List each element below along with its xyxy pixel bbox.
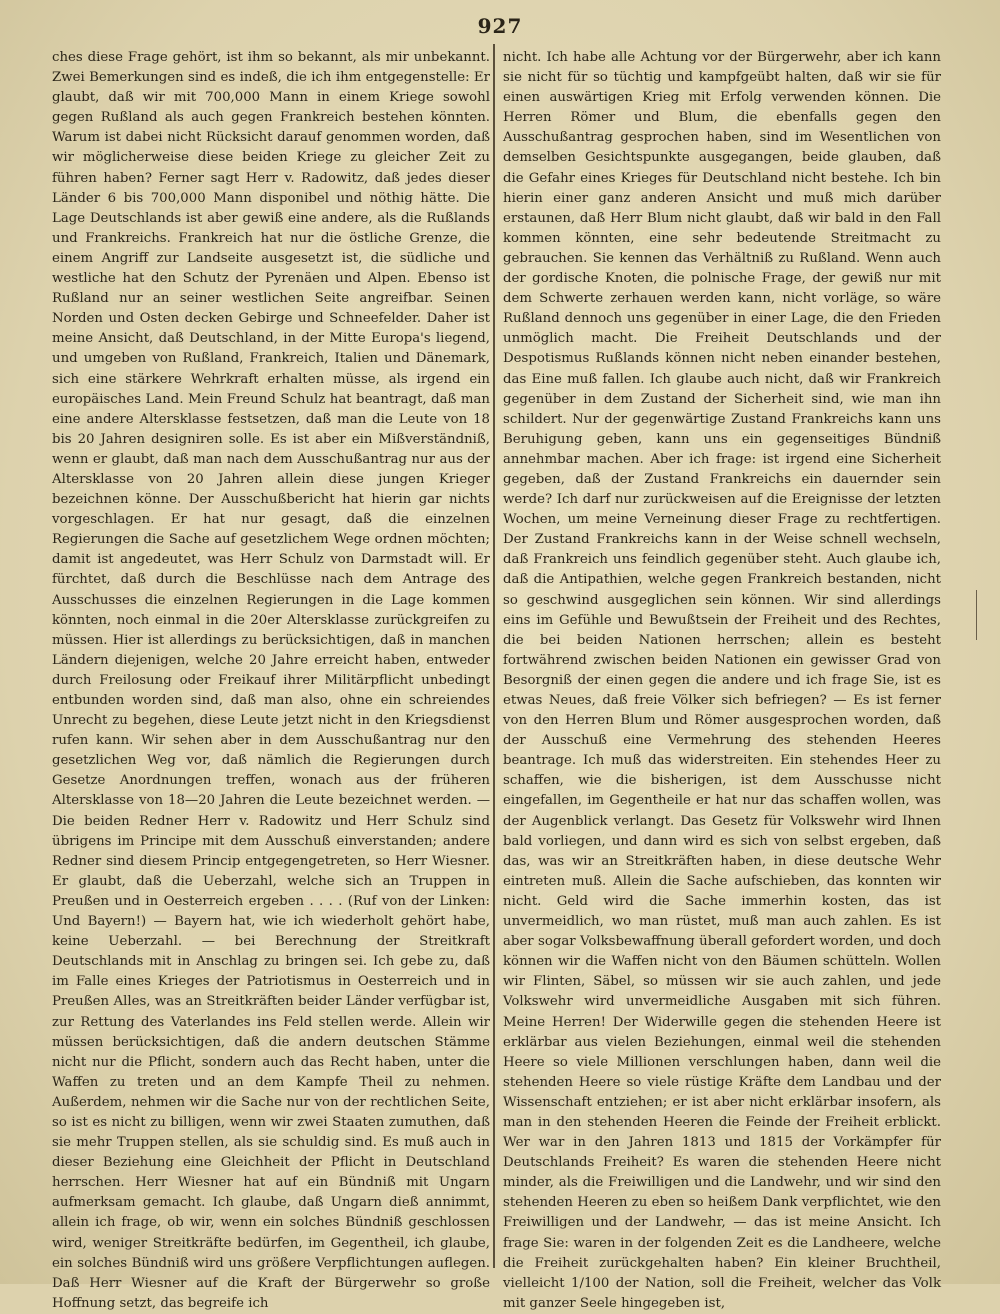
margin-mark — [976, 590, 977, 640]
right-column-text: nicht. Ich habe alle Achtung vor der Bürgerwehr, aber ich kann sie nicht für so tüchtig und kampfgeübt halten, daß wir sie für einen auswärtigen Krieg mit Erfolg verwenden können. Die Herren Römer und Blum, die ebenfalls gegen den Ausschußantrag gesprochen haben, sind im Wesentlichen von demselben Gesichtspunkte ausgegangen, beide glauben, daß die Gefahr eines Krieges für Deutschland nicht bestehe. Ich bin hierin einer ganz anderen Ansicht und muß mich darüber erstaunen, daß Herr Blum nicht glaubt, daß wir bald in den Fall kommen könnten, eine sehr bedeutende Streitmacht zu gebrauchen. Sie kennen das Verhältniß zu Rußland. Wenn auch der gordische Knoten, die polnische Frage, der gewiß nur mit dem Schwerte zerhauen werden kann, nicht vorläge, so wäre Rußland dennoch uns gegenüber in einer Lage, die den Frieden unmöglich macht. Die Freiheit Deutschlands und der Despotismus Rußlands können nicht neben einander bestehen, das Eine muß fallen. Ich glaube auch nicht, daß wir Frankreich gegenüber in dem Zustand der Sicherheit sind, wie man ihn schildert. Nur der gegenwärtige Zustand Frankreichs kann uns Beruhigung geben, kann uns ein gegenseitiges Bündniß annehmbar machen. Aber ich frage: ist irgend eine Sicherheit gegeben, daß der Zustand Frankreichs ein dauernder sein werde? Ich darf nur zurückweisen auf die Ereignisse der letzten Wochen, um meine Verneinung dieser Frage zu rechtfertigen. Der Zustand Frankreichs kann in der Weise schnell wechseln, daß Frankreich uns feindlich gegenüber steht. Auch glaube ich, daß die Antipathien, welche gegen Frankreich bestanden, nicht so geschwind ausgeglichen sein können. Wir sind allerdings eins im Gefühle und Bewußtsein der Freiheit und des Rechtes, die bei beiden Nationen herrschen; allein es besteht fortwährend zwischen beiden Nationen ein gewisser Grad von Besorgniß der einen gegen die andere und ich frage Sie, ist es etwas Neues, daß freie Völker sich befriegen? — Es ist ferner von den Herren Blum und Römer ausgesprochen worden, daß der Ausschuß eine Vermehrung des stehenden Heeres beantrage. Ich muß das widerstreiten. Ein stehendes Heer zu schaffen, wie die bisherigen, ist dem Ausschusse nicht eingefallen, im Gegentheile er hat nur das schaffen wollen, was der Augenblick verlangt. Das Gesetz für Volkswehr wird Ihnen bald vorliegen, und dann wird es sich von selbst ergeben, daß das, was wir an Streitkräften haben, in diese deutsche Wehr eintreten muß. Allein die Sache aufschieben, das konnten wir nicht. Geld wird die Sache immerhin kosten, das ist unvermeidlich, wo man rüstet, muß man auch zahlen. Es ist aber sogar Volksbewaffnung überall gefordert worden, und doch können wir die Waffen nicht von den Bäumen schütteln. Wollen wir Flinten, Säbel, so müssen wir sie auch zahlen, und jede Volkswehr wird unvermeidliche Ausgaben mit sich führen. Meine Herren! Der Widerwille gegen die stehenden Heere ist erklärbar aus vielen Beziehungen, einmal weil die stehenden Heere so viele Millionen verschlungen haben, dann weil die stehenden Heere so viele rüstige Kräfte dem Landbau und der Wissenschaft entziehen; er ist aber nicht erklärbar insofern, als man in den stehenden Heeren die Feinde der Freiheit erblickt. Wer war in den Jahren 1813 und 1815 der Vorkämpfer für Deutschlands Freiheit? Es waren die stehenden Heere nicht minder, als die Freiwilligen und die Landwehr, und wir sind den stehenden Heeren zu eben so heißem Dank verpflichtet, wie den Freiwilligen und der Landwehr, — das ist meine Ansicht. Ich frage Sie: waren in der folgenden Zeit es die Landheere, welche die Freiheit zurückgehalten haben? Ein kleiner Bruchtheil, vielleicht 1/100 der Nation, soll die Freiheit, welcher das Volk mit ganzer Seele hingegeben ist, — [503, 50, 941, 1311]
left-column-text: ches diese Frage gehört, ist ihm so bekannt, als mir unbekannt. Zwei Bemerkungen sind es indeß, die ich ihm entgegenstelle: Er glaubt, daß wir mit 700,000 Mann in einem Kriege sowohl gegen Rußland als auch gegen Frankreich bestehen könnten. Warum ist dabei nicht Rücksicht darauf genommen worden, daß wir möglicherweise diese beiden Kriege zu gleicher Zeit zu führen haben? Ferner sagt Herr v. Radowitz, daß jedes dieser Länder 6 bis 700,000 Mann disponibel und nöthig hätte. Die Lage Deutschlands ist aber gewiß eine andere, als die Rußlands und Frankreichs. Frankreich hat nur die östliche Grenze, die einem Angriff zur Landseite ausgesetzt ist, die südliche und westliche hat den Schutz der Pyrenäen und Alpen. Ebenso ist Rußland nur an seiner westlichen Seite angreifbar. Seinen Norden und Osten decken Gebirge und Schneefelder. Daher ist meine Ansicht, daß Deutschland, in der Mitte Europa's liegend, und umgeben von Rußland, Frankreich, Italien und Dänemark, sich eine stärkere Wehrkraft erhalten müsse, als irgend ein europäisches Land. Mein Freund Schulz hat beantragt, daß man eine andere Altersklasse festsetzen, daß man die Leute von 18 bis 20 Jahren designiren solle. Es ist aber ein Mißverständniß, wenn er glaubt, daß man nach dem Ausschußantrag nur aus der Altersklasse von 20 Jahren allein diese jungen Krieger bezeichnen könne. Der Ausschußbericht hat hierin gar nichts vorgeschlagen. Er hat nur gesagt, daß die einzelnen Regierungen die Sache auf gesetzlichem Wege ordnen möchten; damit ist angedeutet, was Herr Schulz von Darmstadt will. Er fürchtet, daß durch die Beschlüsse nach dem Antrage des Ausschusses die einzelnen Regierungen in die Lage kommen könnten, noch einmal in die 20er Altersklasse zurückgreifen zu müssen. Hier ist allerdings zu berücksichtigen, daß in manchen Ländern diejenigen, welche 20 Jahre erreicht haben, entweder durch Freilosung oder Freikauf ihrer Militärpflicht unbedingt entbunden worden sind, daß man also, ohne ein schreiendes Unrecht zu begehen, diese Leute jetzt nicht in den Kriegsdienst rufen kann. Wir sehen aber in dem Ausschußantrag nur den gesetzlichen Weg vor, daß nämlich die Regierungen durch Gesetze Anordnungen treffen, wonach aus der früheren Altersklasse von 18—20 Jahren die Leute bezeichnet werden. — Die beiden Redner Herr v. Radowitz und Herr Schulz sind übrigens im Principe mit dem Ausschuß einverstanden; andere Redner sind diesem Princip entgegengetreten, so Herr Wiesner. Er glaubt, daß die Ueberzahl, welche sich an Truppen in Preußen und in Oesterreich ergeben . . . . (Ruf von der Linken: Und Bayern!) — Bayern hat, wie ich wiederholt gehört habe, keine Ueberzahl. — bei Berechnung der Streitkraft Deutschlands mit in Anschlag zu bringen sei. Ich gebe zu, daß im Falle eines Krieges der Patriotismus in Oesterreich und in Preußen Alles, was an Streitkräften beider Länder verfügbar ist, zur Rettung des Vaterlandes ins Feld stellen werde. Allein wir müssen berücksichtigen, daß die andern deutschen Stämme nicht nur die Pflicht, sondern auch das Recht haben, unter die Waffen zu treten und an dem Kampfe Theil zu nehmen. Außerdem, nehmen wir die Sache nur von der rechtlichen Seite, so ist es nicht zu billigen, wenn wir zwei Staaten zumuthen, daß sie mehr Truppen stellen, als sie schuldig sind. Es muß auch in dieser Beziehung eine Gleichheit der Pflicht in Deutschland herrschen. Herr Wiesner hat auf ein Bündniß mit Ungarn aufmerksam gemacht. Ich glaube, daß Ungarn dieß annimmt, allein ich frage, ob wir, wenn ein solches Bündniß geschlossen wird, weniger Streitkräfte bedürfen, im Gegentheil, ich glaube, ein solches Bündniß wird uns größere Verpflichtungen auflegen. Daß Herr Wiesner auf die Kraft der Bürgerwehr so große Hoffnung setzt, das begreife ich — [52, 50, 490, 1311]
page-number: 927 — [477, 14, 523, 38]
column-divider — [493, 44, 495, 1268]
